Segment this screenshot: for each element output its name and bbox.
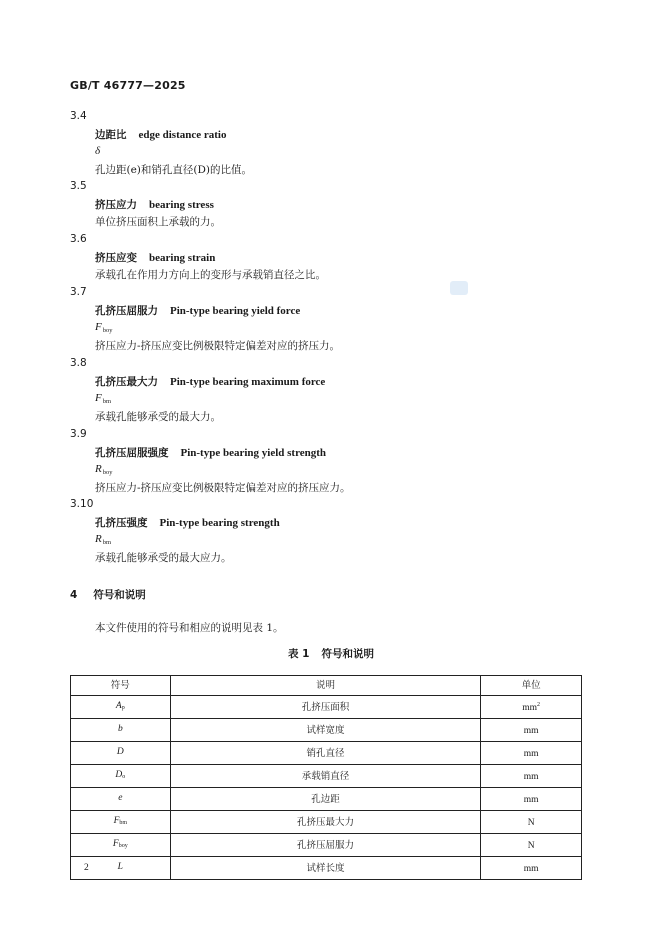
symbol-cell: b <box>71 719 171 742</box>
term-name-en: Pin-type bearing strength <box>159 517 280 529</box>
term-number: 3.7 <box>70 286 87 298</box>
unit-cell: mm <box>481 719 582 742</box>
description-cell: 孔挤压最大力 <box>170 811 481 834</box>
symbol-cell: $F_{bm}$ <box>71 811 171 834</box>
table-header-row <box>71 676 582 696</box>
unit-cell: mm <box>481 765 582 788</box>
description-cell: 销孔直径 <box>170 742 481 765</box>
term-number: 3.5 <box>70 180 87 192</box>
description-cell: 孔挤压屈服力 <box>170 834 481 857</box>
term-number: 3.4 <box>70 110 87 122</box>
term-name <box>95 197 214 212</box>
watermark-logo <box>450 281 468 295</box>
term-symbol: $F_{bm}$ <box>95 392 112 405</box>
table-caption-title: 符号和说明 <box>321 648 374 660</box>
term-definition: 孔边距(e)和销孔直径(D)的比值。 <box>95 164 253 176</box>
symbol-cell: L <box>71 857 171 880</box>
term-name-en: Pin-type bearing yield strength <box>180 447 327 459</box>
term-number: 3.8 <box>70 357 87 369</box>
section-intro: 本文件使用的符号和相应的说明见表 1。 <box>95 622 284 634</box>
unit-cell: mm <box>481 788 582 811</box>
term-symbol: $R_{boy}$ <box>95 463 113 476</box>
term-symbol: $F_{boy}$ <box>95 321 113 334</box>
table-caption <box>0 646 662 661</box>
table-row <box>71 857 582 880</box>
symbols-table <box>70 675 582 880</box>
term-definition: 挤压应力-挤压应变比例极限特定偏差对应的挤压力。 <box>95 340 341 352</box>
term-name <box>95 127 226 142</box>
term-definition: 承载孔能够承受的最大应力。 <box>95 552 232 564</box>
section-heading <box>70 587 146 602</box>
standard-header: GB/T 46777—2025 <box>70 79 186 92</box>
description-cell: 孔挤压面积 <box>170 696 481 719</box>
term-name <box>95 445 326 460</box>
page-number: 2 <box>84 863 89 873</box>
term-name-en: Pin-type bearing yield force <box>170 305 301 317</box>
column-header: 单位 <box>481 676 582 696</box>
description-cell: 承载销直径 <box>170 765 481 788</box>
unit-cell: mm <box>481 857 582 880</box>
term-name-zh: 孔挤压强度 <box>95 517 148 529</box>
symbol-cell: $F_{boy}$ <box>71 834 171 857</box>
table-row <box>71 788 582 811</box>
description-cell: 试样长度 <box>170 857 481 880</box>
term-definition: 单位挤压面积上承载的力。 <box>95 216 221 228</box>
term-number: 3.9 <box>70 428 87 440</box>
table-row <box>71 719 582 742</box>
symbol-cell: D <box>71 742 171 765</box>
table-row <box>71 696 582 719</box>
term-symbol: $R_{bm}$ <box>95 533 112 546</box>
term-name-en: Pin-type bearing maximum force <box>170 376 326 388</box>
table-row <box>71 742 582 765</box>
term-name <box>95 374 325 389</box>
symbol-cell: $A_p$ <box>71 696 171 719</box>
term-name-en: bearing stress <box>149 199 214 211</box>
term-name-zh: 边距比 <box>95 129 127 141</box>
term-name-zh: 孔挤压最大力 <box>95 376 158 388</box>
term-name-en: edge distance ratio <box>138 129 227 141</box>
term-name <box>95 250 215 265</box>
term-name <box>95 303 300 318</box>
description-cell: 孔边距 <box>170 788 481 811</box>
description-cell: 试样宽度 <box>170 719 481 742</box>
column-header: 说明 <box>170 676 481 696</box>
term-name-zh: 挤压应力 <box>95 199 137 211</box>
table-row <box>71 834 582 857</box>
term-name-zh: 孔挤压屈服力 <box>95 305 158 317</box>
term-definition: 挤压应力-挤压应变比例极限特定偏差对应的挤压应力。 <box>95 482 351 494</box>
term-definition: 承载孔能够承受的最大力。 <box>95 411 221 423</box>
term-number: 3.10 <box>70 498 94 510</box>
term-name-zh: 挤压应变 <box>95 252 137 264</box>
term-name <box>95 515 280 530</box>
table-caption-number: 表 1 <box>288 648 310 660</box>
unit-cell: N <box>481 811 582 834</box>
symbol-cell: $D_o$ <box>71 765 171 788</box>
term-symbol: δ <box>95 145 101 157</box>
unit-cell: mm <box>481 742 582 765</box>
section-title: 符号和说明 <box>93 589 146 601</box>
table-row <box>71 765 582 788</box>
term-number: 3.6 <box>70 233 87 245</box>
term-name-en: bearing strain <box>149 252 216 264</box>
term-definition: 承载孔在作用力方向上的变形与承载销直径之比。 <box>95 269 326 281</box>
term-name-zh: 孔挤压屈服强度 <box>95 447 169 459</box>
table-row <box>71 811 582 834</box>
section-number: 4 <box>70 589 78 601</box>
column-header: 符号 <box>71 676 171 696</box>
unit-cell: N <box>481 834 582 857</box>
symbol-cell: e <box>71 788 171 811</box>
unit-cell: $mm^2$ <box>481 696 582 719</box>
